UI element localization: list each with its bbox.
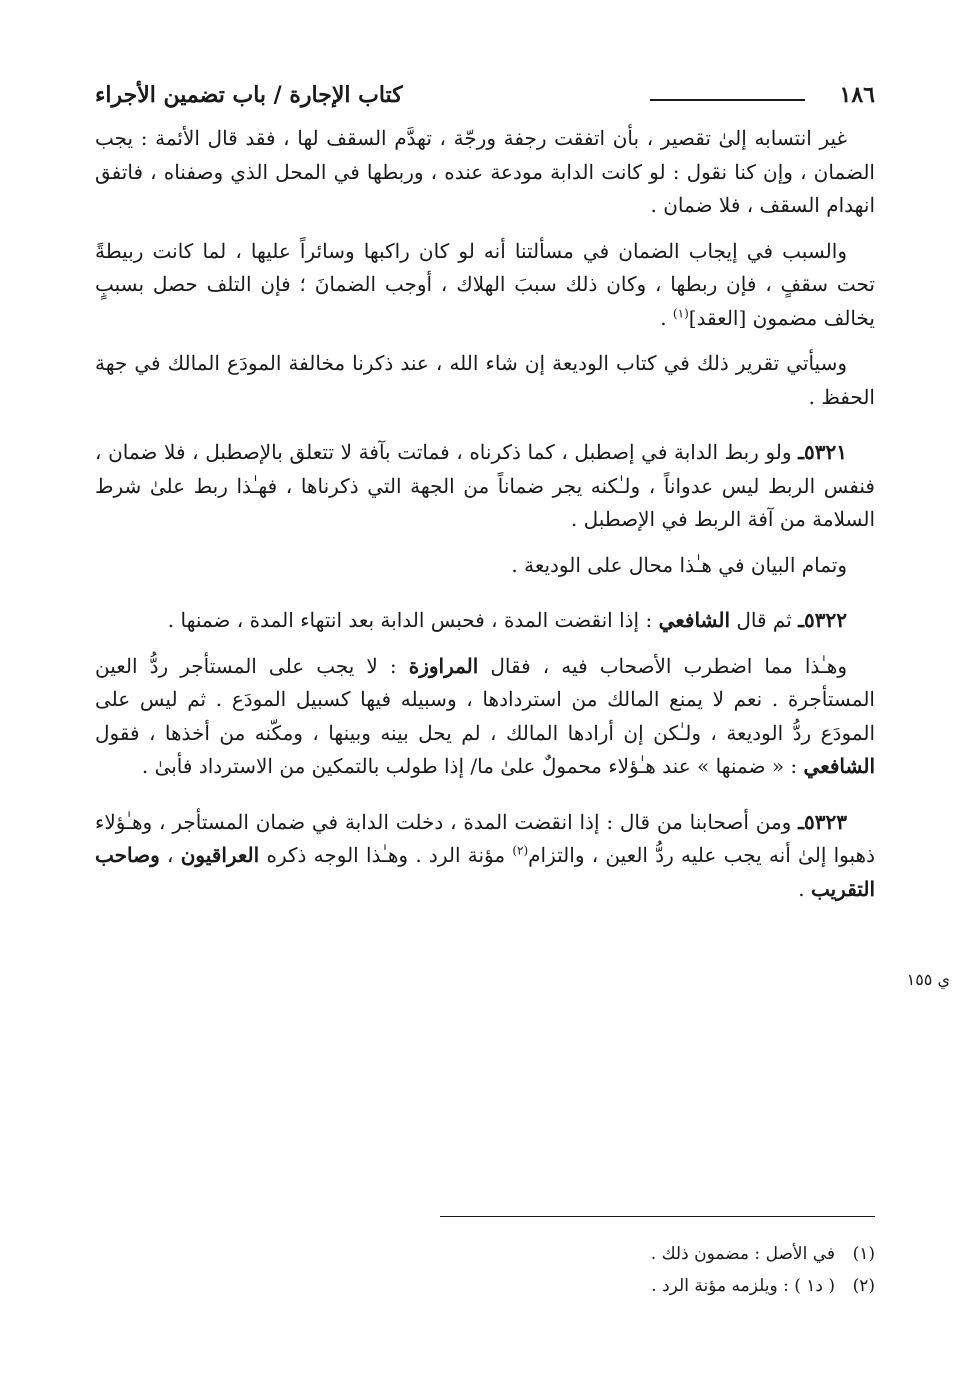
paragraph-number: ٥٣٢٣ـ xyxy=(798,809,847,834)
paragraph-number: ٥٣٢٢ـ xyxy=(798,608,847,632)
paragraph-text: ، xyxy=(159,843,181,867)
footnote xyxy=(95,1270,875,1302)
footnote-text: في الأصل : مضمون ذلك . xyxy=(650,1244,835,1264)
numbered-paragraph xyxy=(95,806,875,907)
paragraph-text: ومن أصحابنا من قال : إذا انقضت المدة ، دخلت الدابة في ضمان المستأجر ، وهـٰؤلاء ذهبوا إلىٰ أنه يجب عليه ردُّ العين ، والتزام xyxy=(95,809,875,867)
scholar-name: العراقيون xyxy=(180,843,260,867)
footnote-rule xyxy=(440,1216,875,1217)
manuscript-folio-note: ي ١٥٥ xyxy=(906,970,950,989)
numbered-paragraph xyxy=(95,604,875,638)
scholar-name: وصاحب التقريب xyxy=(95,843,875,901)
paragraph xyxy=(95,650,875,784)
paragraph-text: ثم قال xyxy=(730,608,799,632)
footnote-mark: (٢) xyxy=(852,1276,875,1296)
scholar-name: المراوزة xyxy=(408,653,479,678)
paragraph-text: وهـٰذا مما اضطرب الأصحاب فيه ، فقال xyxy=(478,653,847,678)
footnotes xyxy=(95,1238,875,1302)
footnote-mark: (١) xyxy=(852,1244,875,1264)
footnote-text: ( د١ ) : ويلزمه مؤنة الرد . xyxy=(651,1276,835,1296)
paragraph-text: وسيأتي تقرير ذلك في كتاب الوديعة إن شاء الله ، عند ذكرنا مخالفة المودَع المالك في جهة الحفظ . xyxy=(95,351,875,409)
paragraph-text: مؤنة الرد . وهـٰذا الوجه ذكره xyxy=(259,843,513,867)
scholar-name: الشافعي xyxy=(658,608,731,632)
page-header xyxy=(95,82,875,116)
paragraph-text: . xyxy=(798,876,811,901)
footnote-reference[interactable]: (٢) xyxy=(512,843,529,858)
paragraph xyxy=(95,549,875,583)
paragraph xyxy=(95,122,875,223)
paragraph-number: ٥٣٢١ـ xyxy=(798,440,847,464)
paragraph xyxy=(95,347,875,414)
scholar-name: الشافعي xyxy=(803,754,875,778)
footnote xyxy=(95,1238,875,1270)
header-rule xyxy=(650,99,805,101)
paragraph-text: : إذا انقضت المدة ، فحبس الدابة بعد انتهاء المدة ، ضمنها . xyxy=(167,608,659,632)
running-title: كتاب الإجارة / باب تضمين الأجراء xyxy=(95,82,403,108)
paragraph-text: غير انتسابه إلىٰ تقصير ، بأن اتفقت رجفة ورجّة ، تهدَّم السقف لها ، فقد قال الأئمة : يجب الضمان ، وإن كنا نقول : لو كانت الدابة مودعة عنده ، وربطها في المحل الذي وصفناه ، فاتفق انهدام السقف ، فلا ضمان . xyxy=(95,126,875,217)
paragraph-text: والسبب في إيجاب الضمان في مسألتنا أنه لو كان راكبها وسائراً عليها ، لما كانت ربيطةً تحت سقفٍ ، فإن ربطها ، وكان ذلك سببَ الهلاك ، أوجب الضمانَ ؛ فإن التلف حصل بسببٍ يخالف مضمون [العقد] xyxy=(95,238,875,330)
footnote-reference[interactable]: (١) xyxy=(672,305,689,320)
page-number: ١٨٦ xyxy=(839,82,875,108)
paragraph-text: : « ضمنها » عند هـٰؤلاء محمولٌ علىٰ ما/ إذا طولب بالتمكين من الاسترداد فأبىٰ . xyxy=(141,754,804,778)
paragraph-text: ولو ربط الدابة في إصطبل ، كما ذكرناه ، فماتت بآفة لا تتعلق بالإصطبل ، فلا ضمان ، فنفس الربط ليس عدواناً ، ولـٰكنه يجر ضماناً من الجهة التي ذكرناها ، فهـٰذا ربط علىٰ شرط السلامة من آفة الربط في الإصطبل . xyxy=(95,440,875,531)
paragraph xyxy=(95,235,875,336)
paragraph-text: وتمام البيان في هـٰذا محال على الوديعة . xyxy=(511,552,847,577)
numbered-paragraph xyxy=(95,436,875,537)
main-text xyxy=(95,122,875,918)
paragraph-text: : لا يجب على المستأجر ردُّ العين المستأجرة . نعم لا يمنع المالك من استردادها ، وسبيله فيها كسبيل المودَع . ثم ليس على المودَع ردُّ الوديعة ، ولـٰكن إن أرادها المالك ، لم يحل بينه وبينها ، ومكّنه من أخذها ، فقول xyxy=(95,653,875,745)
paragraph-tail: . xyxy=(660,305,673,330)
